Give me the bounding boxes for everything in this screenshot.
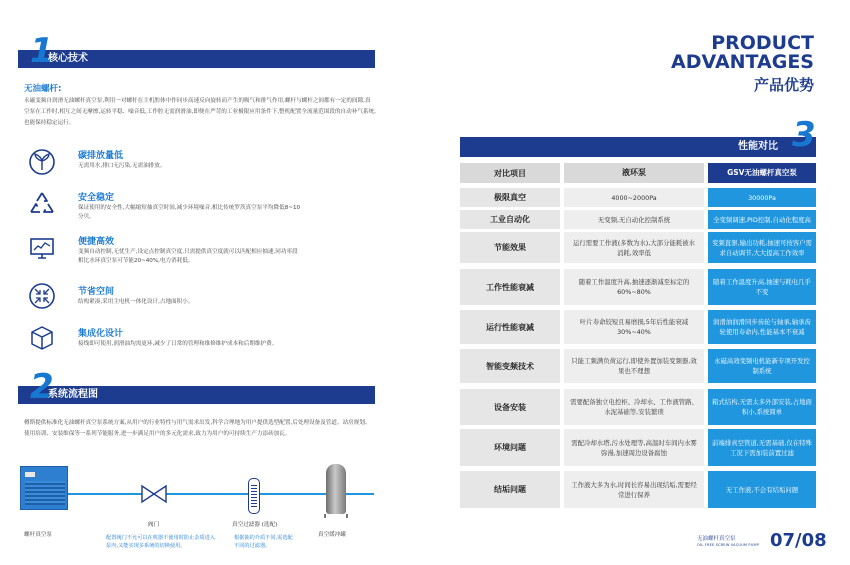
table-row	[460, 269, 816, 305]
pump-label: 螺杆真空泵	[24, 532, 52, 538]
feature-1-desc: 无需用水,排口无污染,无需油排放。	[78, 163, 166, 169]
liquid-ring-value: 工作液大多为水,时间长容易出现结垢,需要经常进行保养	[564, 471, 704, 508]
filter-note: 根据抽的介质不同,需选配不同的过滤器。	[234, 535, 293, 549]
screw-pump-machine	[20, 466, 68, 510]
table-row	[460, 429, 816, 466]
table-row	[460, 310, 816, 344]
feature-1-title: 碳排放量低	[78, 151, 124, 161]
filter-label: 真空过滤器 (选配)	[232, 522, 278, 528]
liquid-ring-value: 无变频,无自动化控制系统	[564, 210, 704, 229]
table-row	[460, 349, 816, 383]
row-label: 工作性能衰减	[460, 269, 560, 305]
title-cn: 产品优势	[753, 76, 814, 94]
title-en-line1: PRODUCT	[711, 32, 814, 54]
feature-4-desc: 结构紧凑,采用主电机一体化设计,占地面积小。	[78, 299, 194, 305]
footer-product-en: OIL-FREE SCREW VACUUM PUMP	[697, 543, 760, 547]
header-gsv: GSV无油螺杆真空泵	[708, 163, 816, 183]
row-label: 节能效果	[460, 232, 560, 263]
oilfree-title: 无油螺杆:	[24, 84, 62, 94]
gsv-value: 全变频调速,PID控制,自动化程度高	[708, 210, 816, 229]
table-row	[460, 188, 816, 207]
vacuum-filter	[248, 478, 260, 514]
gsv-value: 前端排真空管道,无需基础,仅在特殊工况下需加装前置过滤	[708, 429, 816, 466]
row-label: 设备安装	[460, 389, 560, 425]
section3-number: 3	[792, 115, 816, 155]
row-label: 极限真空	[460, 188, 560, 207]
flow-description: 樽斯提供标准化无油螺杆真空泵系统方案,从用户的行业特性与用气需求出发,科学合理地为用户提供选型配置,后处理设备及管道、站房规划、使用培训、安装维保等一系列节能服务,进一步满足用户的多元化需求,致力为用户的可持续生产力添砖加瓦。	[24, 420, 371, 437]
section2-title: 系统流程图	[48, 389, 98, 400]
table-header-row	[460, 163, 816, 183]
section1-number: 1	[30, 31, 54, 71]
leaf-icon	[28, 148, 56, 176]
valve-label: 阀门	[148, 522, 160, 528]
recycle-icon	[28, 190, 56, 218]
valve-note: 配置阀门不允可以在机器不使用时防止杂质进入泵内,又能实现多系统的切换使用。	[106, 535, 215, 549]
gsv-value: 无工作液,不会有结垢问题	[708, 471, 816, 508]
feature-5-title: 集成化设计	[78, 329, 124, 339]
footer-product-cn: 无油螺杆真空泵	[697, 536, 736, 542]
tank-legs	[324, 514, 348, 518]
gsv-value: 永磁高效变频电机能新专项开发控制系统	[708, 349, 816, 383]
tank-label: 真空缓冲罐	[318, 532, 346, 538]
gsv-value: 随着工作温度升高,抽速与耗电几乎不变	[708, 269, 816, 305]
feature-2-desc: 保证使用的安全性,大幅缩短抽真空时间,减少环境噪音,相比传统罗茨真空泵平均降低8~10分贝。	[78, 205, 301, 220]
oilfree-description: 永磁变频自润滑无油螺杆真空泵,利用一对螺杆在主机腔体中作同步高速反向旋转而产生的吸气和排气作用,螺杆与螺杆之间都有一定的间隙,真空泵在工作时,相互之间无摩擦,运转平稳、噪音低,工作腔无需润滑油,即便在严苛的工业极限应用条件下,整机配置全流量范围段的自动补气系统,也能保持稳定运行。	[24, 98, 376, 126]
feature-4-title: 节省空间	[78, 287, 115, 297]
valve-icon	[140, 484, 168, 504]
row-label: 工业自动化	[460, 210, 560, 229]
row-label: 智能变频技术	[460, 349, 560, 383]
header-liquid-ring: 液环泵	[564, 163, 704, 183]
section3-title: 性能对比	[738, 141, 778, 152]
liquid-ring-value: 需要配备独立电控柜、冷却水、工作液管路、水泥基础等,安装繁琐	[564, 389, 704, 425]
gsv-value: 变频直驱,输出功耗,抽速可按客户需求自动调节,大大提高工作效率	[708, 232, 816, 263]
compress-arrows-icon	[28, 282, 56, 310]
liquid-ring-value: 随着工作温度升高,抽速逐渐减至标定的60%~80%	[564, 269, 704, 305]
feature-5-desc: 接线即可使用,润滑油均需更环,减少了日常的管理和维修维护成本和后期维护费。	[78, 341, 278, 347]
page-number: 07/08	[770, 530, 827, 551]
table-row	[460, 210, 816, 229]
liquid-ring-value: 只能工频满负荷运行,即使外置加装变频器,效果也不理想	[564, 349, 704, 383]
row-label: 环境问题	[460, 429, 560, 466]
liquid-ring-value: 4000~2000Pa	[564, 188, 704, 207]
row-label: 运行性能衰减	[460, 310, 560, 344]
gsv-value: 箱式结构,无需太多外部安装,占地面积小,系统简单	[708, 389, 816, 425]
row-label: 结垢问题	[460, 471, 560, 508]
liquid-ring-value: 运行需要工作液(多数为水),大部分能耗被水消耗,效率低	[564, 232, 704, 263]
header-item: 对比项目	[460, 163, 560, 183]
liquid-ring-value: 叶片寿命较短且易磨损,5年后性能衰减30%~40%	[564, 310, 704, 344]
gsv-value: 润滑油润滑同步齿轮与轴承,轴承齿轮使用寿命内,性能基本不衰减	[708, 310, 816, 344]
section2-number: 2	[30, 367, 54, 407]
feature-3-desc: 变频自动控制,无忧生产,设定点控制真空度,只需提供真空度就可以匹配相应抽速,同功率段相比水环真空泵可节能20~40%,电力消耗低。	[78, 249, 298, 264]
gsv-value: 30000Pa	[708, 188, 816, 207]
buffer-tank	[326, 464, 346, 514]
title-en-line2: ADVANTAGES	[671, 51, 814, 73]
table-row	[460, 471, 816, 508]
section1-title: 核心技术	[48, 53, 88, 64]
feature-2-title: 安全稳定	[78, 193, 115, 203]
feature-3-title: 便捷高效	[78, 237, 115, 247]
cube-icon	[28, 324, 56, 352]
table-row	[460, 232, 816, 263]
liquid-ring-value: 需配冷却水塔,污水处理等,高温时车间内水雾弥漫,加速周边设备腐蚀	[564, 429, 704, 466]
table-row	[460, 389, 816, 425]
monitor-chart-icon	[28, 234, 56, 262]
